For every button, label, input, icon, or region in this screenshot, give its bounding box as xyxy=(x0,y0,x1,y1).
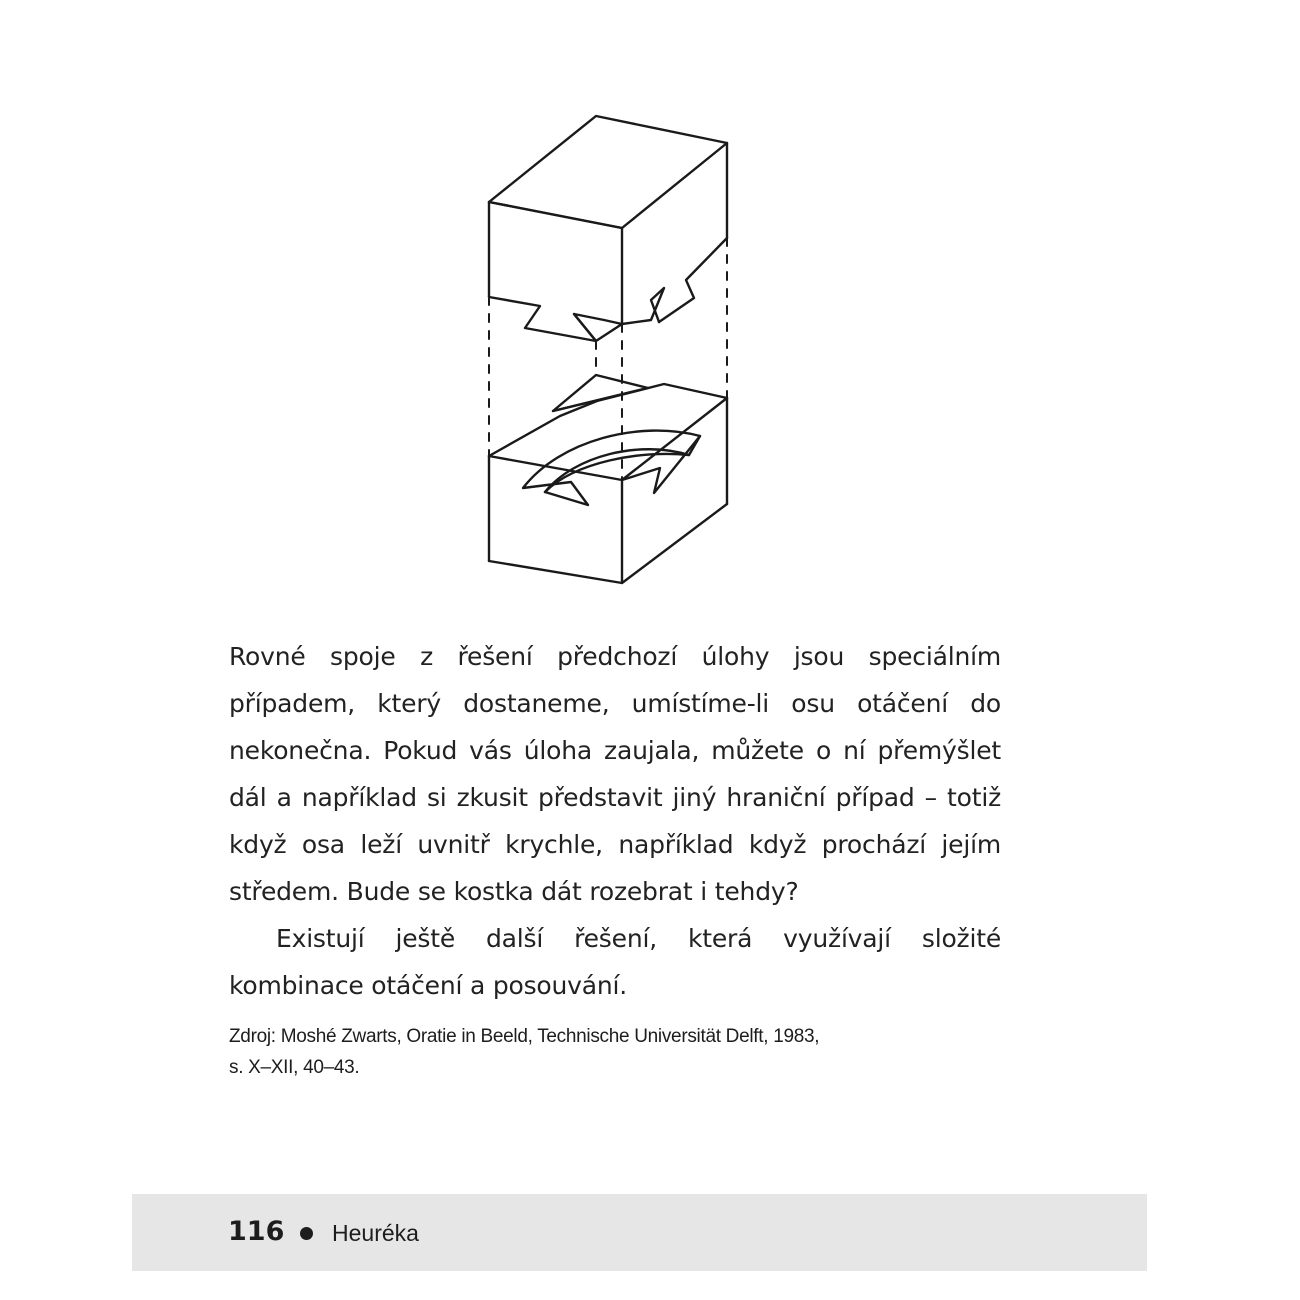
upper-block xyxy=(489,116,727,341)
source-line: s. X–XII, 40–43. xyxy=(229,1057,360,1078)
bullet-dot-icon xyxy=(300,1227,313,1240)
source-citation xyxy=(229,1021,969,1083)
paragraph: Existují ještě další řešení, která využívají složité kombinace otáčení a posouvání. xyxy=(229,924,1001,1000)
joint-block-illustration xyxy=(0,0,1300,620)
body-text xyxy=(229,633,1001,1009)
paragraph: Rovné spoje z řešení předchozí úlohy jsou speciálním případem, který dostaneme, umístíme-li osu otáčení do nekonečna. Pokud vás úloha zaujala, můžete o ní přemýšlet dál a například si zkusit představit jiný hraniční případ – totiž když osa leží uvnitř krychle, například když prochází jejím středem. Bude se kostka dát rozebrat i tehdy? xyxy=(229,642,1001,906)
page-number: 116 xyxy=(228,1216,285,1247)
running-title: Heuréka xyxy=(332,1220,419,1246)
lower-block xyxy=(489,375,727,583)
source-line: Zdroj: Moshé Zwarts, Oratie in Beeld, Technische Universität Delft, 1983, xyxy=(229,1026,820,1047)
page-footer xyxy=(132,1194,1147,1271)
